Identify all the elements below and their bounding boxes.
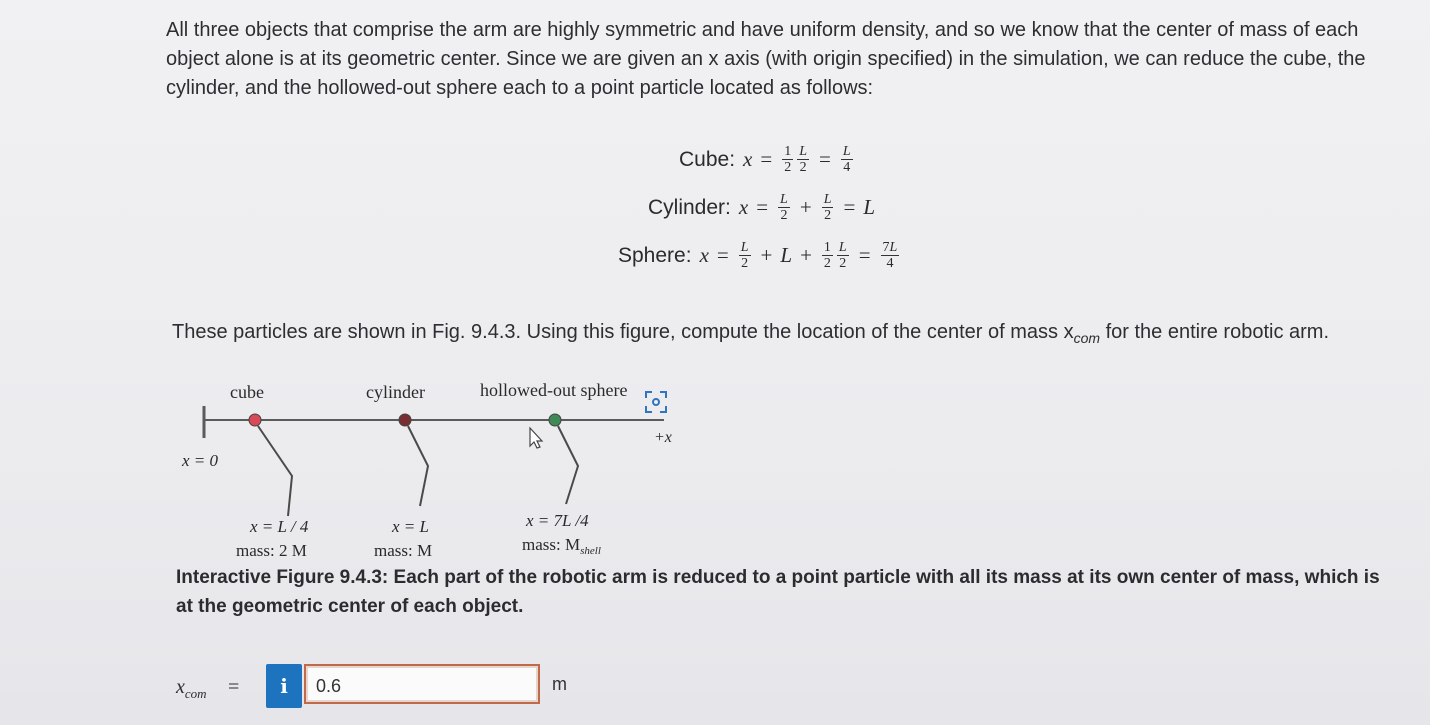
equation-sphere-label: Sphere: — [618, 243, 692, 267]
cylinder-label: cylinder — [366, 382, 425, 402]
axis-label: +x — [654, 429, 672, 446]
mouse-cursor-icon — [530, 428, 542, 448]
cube-leader — [258, 426, 292, 516]
sphere-mass-label: mass: $M_{shell}$ — [522, 535, 601, 557]
answer-equals: = — [228, 676, 240, 698]
cylinder-point[interactable] — [399, 414, 411, 426]
origin-label: x = 0 — [182, 451, 219, 470]
sphere-point[interactable] — [549, 414, 561, 426]
question-tail: for the entire robotic arm. — [1100, 321, 1329, 343]
cube-position-label: x = L / 4 — [250, 517, 309, 536]
sphere-leader — [558, 426, 578, 504]
cube-point[interactable] — [249, 414, 261, 426]
answer-input[interactable]: 0.6 — [304, 664, 540, 704]
cube-label: cube — [230, 382, 264, 402]
focus-scan-icon[interactable] — [646, 392, 666, 412]
cube-mass-label: mass: 2 M — [236, 541, 307, 560]
sphere-position-label: x = 7L /4 — [526, 511, 589, 530]
info-icon[interactable]: i — [266, 664, 302, 708]
equation-cylinder-label: Cylinder: — [648, 195, 731, 219]
equation-cube-label: Cube: — [679, 147, 736, 171]
equation-cube: Cube: x = $\frac{1}{2}$ $\frac{L}{2}$ = $\frac{L}{4}$ — [679, 144, 851, 175]
equation-cylinder: Cylinder: x = $\frac{L}{2}$ + $\frac{L}{2}$ = L — [648, 192, 876, 223]
equation-sphere: Sphere: x = $\frac{L}{2}$ + L + $\frac{1}{2}$ $\frac{L}{2}$ = $\frac{7L}{4}$ — [618, 240, 898, 271]
answer-unit: m — [552, 674, 567, 694]
answer-row — [176, 664, 596, 710]
cylinder-mass-label: mass: M — [374, 541, 433, 560]
intro-paragraph: All three objects that comprise the arm are highly symmetric and have uniform density, and so we know that the center of mass of each object alone is at its geometric center. Since we are given an x axis (with origin specified) in the simulation, we can reduce the cube, the cylinder, and the hollowed-out sphere each to a point particle located as follows: — [166, 19, 1366, 99]
question-paragraph — [172, 318, 1372, 353]
sphere-label: hollowed-out sphere — [480, 380, 628, 400]
cylinder-position-label: x = L — [392, 517, 429, 536]
question-sub: com — [1073, 330, 1101, 346]
cylinder-leader — [408, 426, 428, 506]
figure-9-4-3[interactable] — [170, 376, 690, 566]
answer-label: $x_{com}$ — [176, 676, 207, 701]
question-text: These particles are shown in Fig. 9.4.3. Using this figure, compute the location of the center of mass x — [172, 321, 1074, 343]
figure-caption: Interactive Figure 9.4.3: Each part of the robotic arm is reduced to a point particle with all its mass at its own center of mass, which is at the geometric center of each object. — [176, 567, 1380, 617]
